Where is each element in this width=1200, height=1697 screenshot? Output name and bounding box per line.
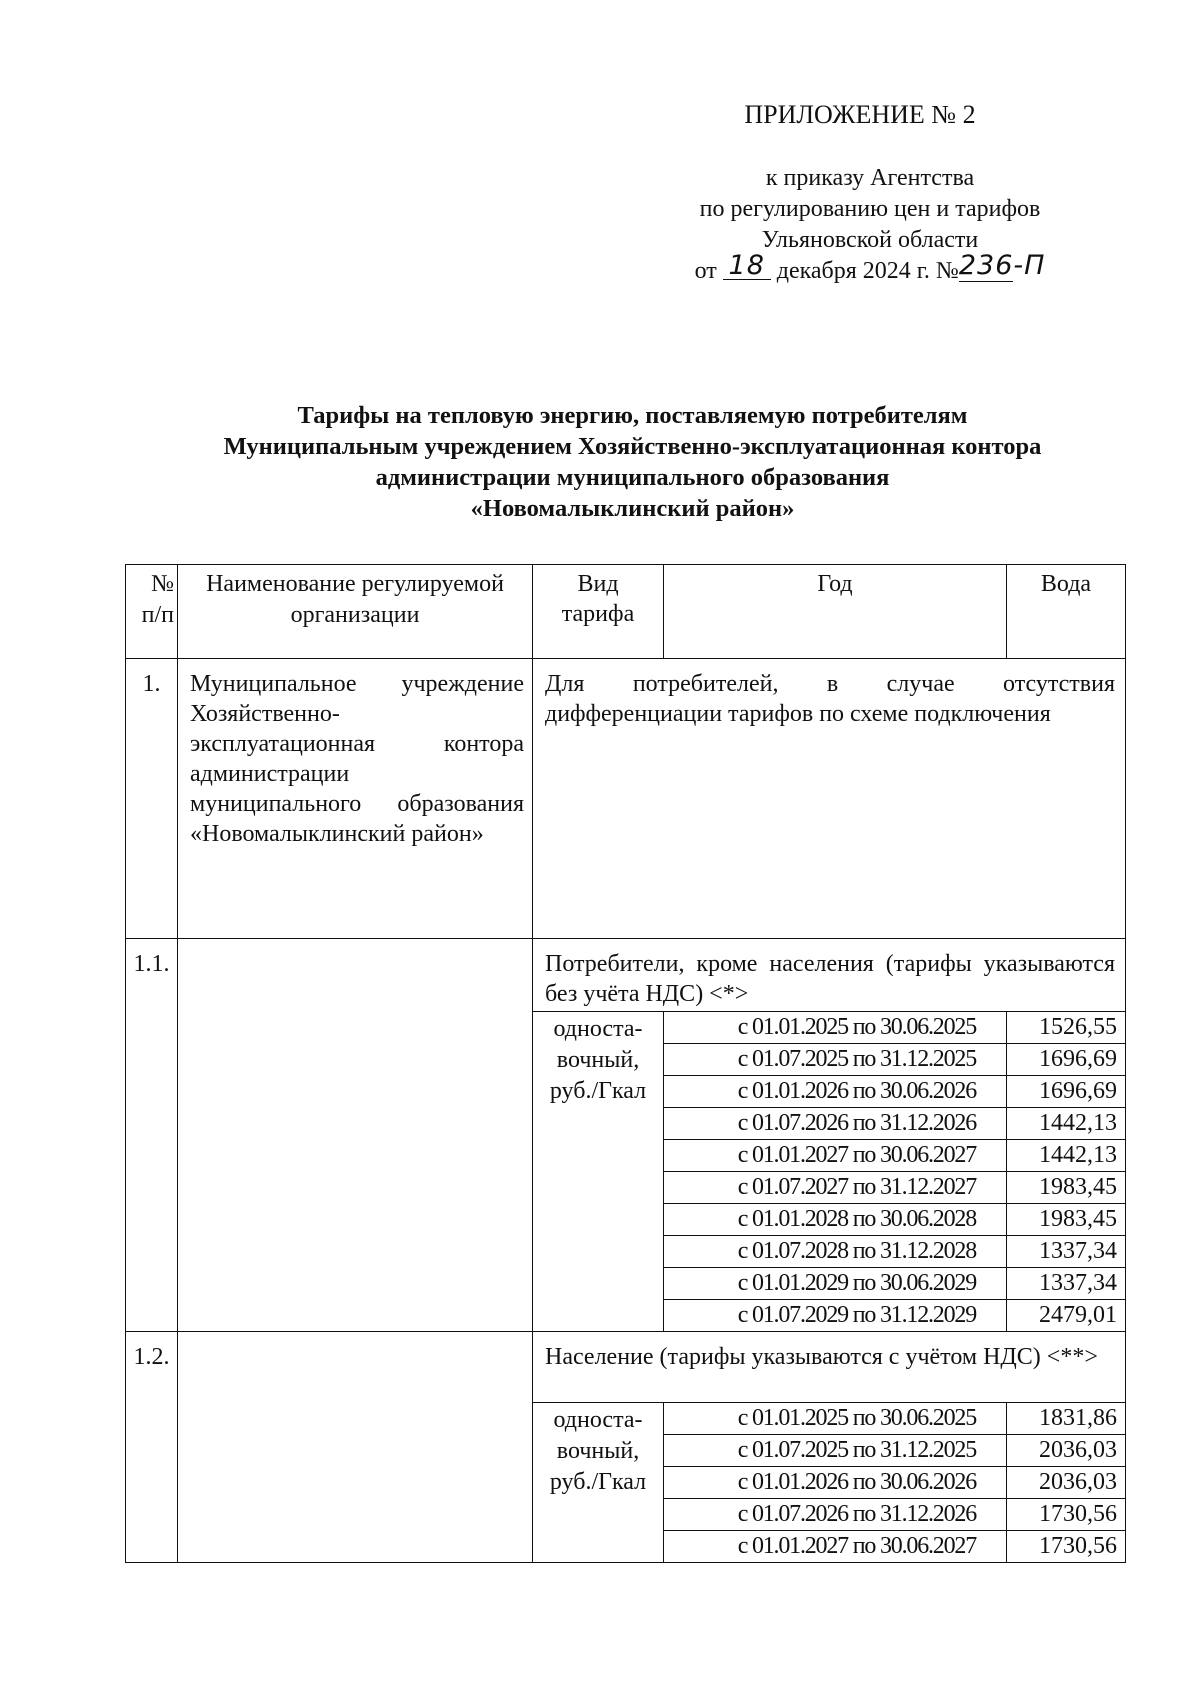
group-org-empty: [178, 939, 533, 1332]
title-line-3: администрации муниципального образования: [375, 464, 890, 491]
group-org-empty: [178, 1332, 533, 1563]
tariff-type: односта-вочный, руб./Гкал: [533, 1012, 664, 1332]
organization-name: Муниципальное учреждение Хозяйственно-эксплуатационная контора администрации муниципального образования «Новомалыклинский район»: [178, 659, 533, 939]
header-year: Год: [664, 565, 1007, 659]
tariff-value: 1831,86: [1007, 1403, 1126, 1435]
title-line-1: Тарифы на тепловую энергию, поставляемую потребителям: [297, 402, 968, 429]
order-suffix: -П: [1013, 250, 1046, 281]
tariff-period: с 01.07.2029 по 31.12.2029: [664, 1300, 1007, 1332]
tariff-period: с 01.01.2027 по 30.06.2027: [664, 1531, 1007, 1563]
tariff-period: с 01.01.2026 по 30.06.2026: [664, 1076, 1007, 1108]
group-num: 1.1.: [126, 939, 178, 1332]
tariff-period: с 01.01.2026 по 30.06.2026: [664, 1467, 1007, 1499]
order-line-3: Ульяновской области: [761, 227, 979, 253]
title-line-4: «Новомалыклинский район»: [470, 495, 795, 522]
group-num: 1.2.: [126, 1332, 178, 1563]
tariff-value: 1337,34: [1007, 1236, 1126, 1268]
tariff-value: 1696,69: [1007, 1076, 1126, 1108]
tariff-period: с 01.07.2025 по 31.12.2025: [664, 1435, 1007, 1467]
tariff-value: 1442,13: [1007, 1140, 1126, 1172]
tariff-value: 1526,55: [1007, 1012, 1126, 1044]
header-tariff-type: Вид тарифа: [533, 565, 664, 659]
connection-scheme-note: Для потребителей, в случае отсутствия дифференциации тарифов по схеме подключения: [533, 659, 1126, 939]
order-reference: [640, 163, 1100, 287]
tariff-period: с 01.07.2028 по 31.12.2028: [664, 1236, 1007, 1268]
group-title-row: [126, 939, 1126, 1012]
header-org: Наименование регулируемой организации: [178, 565, 533, 659]
tariff-period: с 01.01.2025 по 30.06.2025: [664, 1403, 1007, 1435]
tariff-value: 1696,69: [1007, 1044, 1126, 1076]
order-date-line: [640, 250, 1100, 287]
appendix-heading: ПРИЛОЖЕНИЕ № 2: [744, 100, 976, 129]
tariff-value: 1983,45: [1007, 1204, 1126, 1236]
tariff-value: 1983,45: [1007, 1172, 1126, 1204]
tariff-period: с 01.01.2029 по 30.06.2029: [664, 1268, 1007, 1300]
tariff-value: 1337,34: [1007, 1268, 1126, 1300]
tariff-value: 2036,03: [1007, 1435, 1126, 1467]
order-line-1: к приказу Агентства: [765, 165, 975, 191]
order-line-2: по регулированию цен и тарифов: [699, 196, 1041, 222]
row-organization: [126, 659, 1126, 939]
tariff-period: с 01.01.2025 по 30.06.2025: [664, 1012, 1007, 1044]
tariff-period: с 01.07.2027 по 31.12.2027: [664, 1172, 1007, 1204]
header-water: Вода: [1007, 565, 1126, 659]
date-prefix: от: [694, 258, 717, 284]
tariff-period: с 01.07.2026 по 31.12.2026: [664, 1108, 1007, 1140]
tariff-value: 1730,56: [1007, 1531, 1126, 1563]
tariff-value: 2479,01: [1007, 1300, 1126, 1332]
date-rest: декабря 2024 г. №: [776, 258, 959, 284]
tariff-period: с 01.01.2027 по 30.06.2027: [664, 1140, 1007, 1172]
tariff-value: 2036,03: [1007, 1467, 1126, 1499]
tariff-value: 1730,56: [1007, 1499, 1126, 1531]
tariff-type: односта-вочный, руб./Гкал: [533, 1403, 664, 1563]
group-title: Население (тарифы указываются с учётом НДС) <**>: [533, 1332, 1126, 1403]
tariffs-table: [125, 564, 1126, 1563]
tariff-value: 1442,13: [1007, 1108, 1126, 1140]
document-title: [80, 400, 1185, 524]
tariff-period: с 01.01.2028 по 30.06.2028: [664, 1204, 1007, 1236]
tariff-period: с 01.07.2026 по 31.12.2026: [664, 1499, 1007, 1531]
handwritten-day: 18: [723, 253, 771, 280]
header-num: № п/п: [126, 565, 178, 659]
group-title-row: [126, 1332, 1126, 1403]
group-title: Потребители, кроме населения (тарифы указываются без учёта НДС) <*>: [533, 939, 1126, 1012]
order-number: 236: [958, 250, 1014, 281]
handwritten-order-number: [958, 250, 1046, 281]
row-num: 1.: [126, 659, 178, 939]
tariff-period: с 01.07.2025 по 31.12.2025: [664, 1044, 1007, 1076]
title-line-2: Муниципальным учреждением Хозяйственно-эксплуатационная контора: [223, 433, 1042, 460]
header-row: [126, 565, 1126, 659]
